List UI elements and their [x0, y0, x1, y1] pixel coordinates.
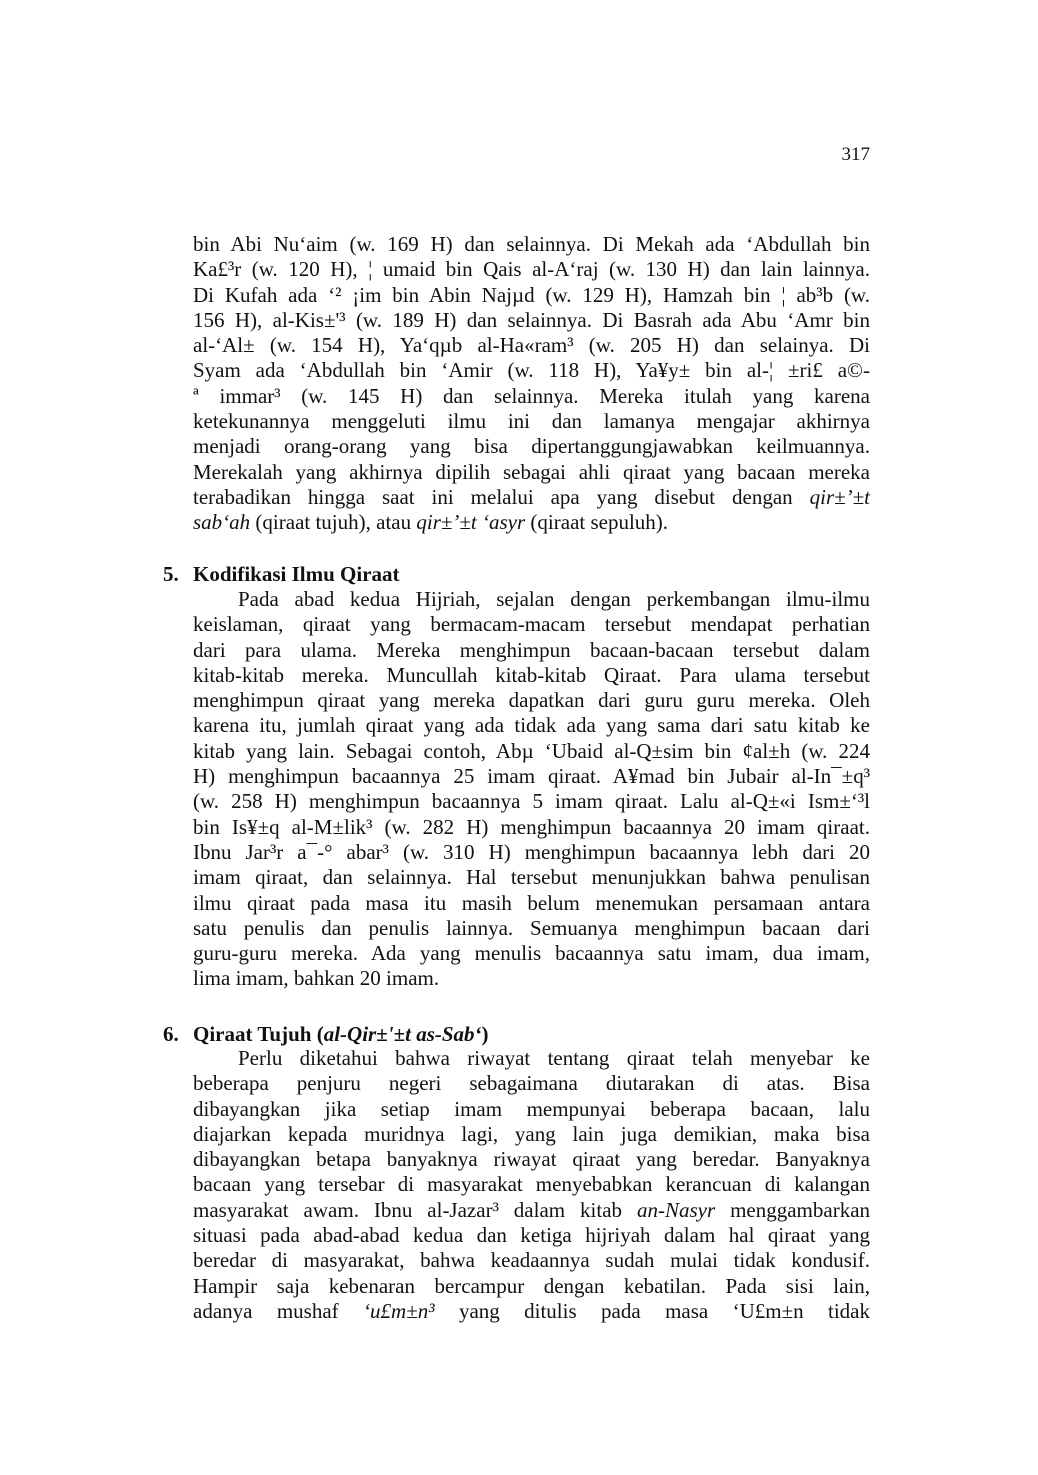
text-segment: (qiraat tujuh),: [255, 510, 371, 535]
section-5-heading: [163, 561, 400, 587]
text-line: situasi pada abad-abad kedua dan ketiga hijriyah dalam hal qiraat yang: [193, 1223, 870, 1248]
text-segment: yang ditulis pada masa ‘U£m±n: [458, 1298, 804, 1323]
text-line: kitab-kitab mereka. Muncullah kitab-kitab Qiraat. Para ulama tersebut: [193, 662, 870, 687]
text-segment: menggambarkan: [730, 1197, 871, 1222]
italic-term: an-Nasyr: [636, 1197, 716, 1222]
text-line: dibayangkan jika setiap imam mempunyai beberapa bacaan, lalu: [193, 1096, 870, 1121]
text-line: Perlu diketahui bahwa riwayat tentang qiraat telah menyebar ke: [238, 1046, 870, 1070]
section-title: Kodifikasi Ilmu Qiraat: [193, 562, 400, 586]
text-line: 156 H), al-Kis±'³ (w. 189 H) dan selainnya. Di Basrah ada Abu ‘Amr bin: [193, 307, 870, 332]
text-line: al-‘Al± (w. 154 H), Ya‘qµb al-Ha«ram³ (w. 205 H) dan selainya. Di: [193, 333, 870, 358]
text-line: [193, 1299, 870, 1324]
section-title: Qiraat Tujuh (: [193, 1022, 324, 1046]
text-line: [193, 485, 870, 510]
text-line: keislaman, qiraat yang bermacam-macam tersebut mendapat perhatian: [193, 612, 870, 637]
text-line: dibayangkan betapa banyaknya riwayat qiraat yang beredar. Banyaknya: [193, 1147, 870, 1172]
text-line: diajarkan kepada muridnya lagi, yang lain juga demikian, maka bisa: [193, 1121, 870, 1146]
text-line: lima imam, bahkan 20 imam.: [193, 966, 440, 991]
text-line: [193, 1198, 870, 1223]
text-line: (w. 258 H) menghimpun bacaannya 5 imam qiraat. Lalu al-Q±«i Ism±‘³l: [193, 789, 870, 814]
text-segment: (qiraat sepuluh).: [530, 510, 669, 535]
italic-term: ‘u£m±n³: [363, 1298, 435, 1323]
section-6-body: [193, 1046, 870, 1324]
text-line: Syam ada ‘Abdullah bin ‘Amir (w. 118 H), Ya¥y± bin al-¦ ±ri£ a©-: [193, 358, 870, 383]
italic-term: qir±’±t ‘asyr: [416, 510, 526, 535]
italic-term: sab‘ah: [193, 510, 251, 535]
section-number: 5.: [163, 562, 179, 586]
text-line: karena itu, jumlah qiraat yang ada tidak ada yang sama dari satu kitab ke: [193, 713, 870, 738]
text-line: Ibnu Jar³r a¯-° abar³ (w. 310 H) menghimpun bacaannya lebh dari 20: [193, 839, 870, 864]
text-segment: masyarakat awam. Ibnu al-Jazar³ dalam kitab: [193, 1197, 623, 1222]
text-line: kitab yang lain. Sebagai contoh, Abµ ‘Ubaid al-Q±sim bin ¢al±h (w. 224: [193, 738, 870, 763]
text-line: imam qiraat, dan selainnya. Hal tersebut menunjukkan bahwa penulisan: [193, 865, 870, 890]
text-line: dari para ulama. Mereka menghimpun bacaan-bacaan tersebut dalam: [193, 637, 870, 662]
page-number: 317: [841, 144, 870, 165]
text-line: Merekalah yang akhirnya dipilih sebagai ahli qiraat yang bacaan mereka: [193, 459, 870, 484]
text-line: ketekunannya menggeluti ilmu ini dan lamanya mengajar akhirnya: [193, 409, 870, 434]
text-line: beredar di masyarakat, bahwa keadaannya sudah mulai tidak kondusif.: [193, 1248, 870, 1273]
text-line: Ka£³r (w. 120 H), ¦ umaid bin Qais al-A‘raj (w. 130 H) dan lain lainnya.: [193, 257, 870, 282]
text-line: ilmu qiraat pada masa itu masih belum menemukan persamaan antara: [193, 890, 870, 915]
section-title-end: ): [481, 1022, 489, 1046]
section-title-italic: al-Qir±'±t as-Sab‘: [323, 1022, 482, 1046]
text-segment: atau: [376, 510, 412, 535]
section-5-body: [193, 587, 870, 992]
text-segment: terabadikan hingga saat ini melalui apa yang disebut dengan: [193, 484, 793, 509]
paragraph-1: [193, 232, 870, 536]
text-line: beberapa penjuru negeri sebagaimana diutarakan di atas. Bisa: [193, 1071, 870, 1096]
text-line: bin Abi Nu‘aim (w. 169 H) dan selainnya. Di Mekah ada ‘Abdullah bin: [193, 232, 870, 256]
text-line: Hampir saja kebenaran bercampur dengan kebatilan. Pada sisi lain,: [193, 1273, 870, 1298]
text-line: H) menghimpun bacaannya 25 imam qiraat. A¥mad bin Jubair al-In¯±q³: [193, 764, 870, 789]
text-line: Di Kufah ada ‘² ¡im bin Abin Najµd (w. 129 H), Hamzah bin ¦ ab³b (w.: [193, 282, 870, 307]
text-line: menjadi orang-orang yang bisa dipertanggungjawabkan keilmuannya.: [193, 434, 870, 459]
text-line: satu penulis dan penulis lainnya. Semuanya menghimpun bacaan dari: [193, 915, 870, 940]
text-line: guru-guru mereka. Ada yang menulis bacaannya satu imam, dua imam,: [193, 941, 870, 966]
section-number: 6.: [163, 1022, 179, 1046]
text-line: bacaan yang tersebar di masyarakat menyebabkan kerancuan di kalangan: [193, 1172, 870, 1197]
text-line: bin Is¥±q al-M±lik³ (w. 282 H) menghimpun bacaannya 20 imam qiraat.: [193, 814, 870, 839]
text-segment: adanya mushaf: [193, 1298, 339, 1323]
section-6-heading: [163, 1021, 489, 1047]
text-segment: tidak: [828, 1298, 871, 1323]
text-line: ª immar³ (w. 145 H) dan selainnya. Mereka itulah yang karena: [193, 383, 870, 408]
text-line: menghimpun qiraat yang mereka dapatkan dari guru guru mereka. Oleh: [193, 688, 870, 713]
italic-term: qir±’±t: [809, 484, 870, 509]
text-line: [193, 510, 870, 535]
text-line: Pada abad kedua Hijriah, sejalan dengan perkembangan ilmu-ilmu: [238, 587, 870, 611]
